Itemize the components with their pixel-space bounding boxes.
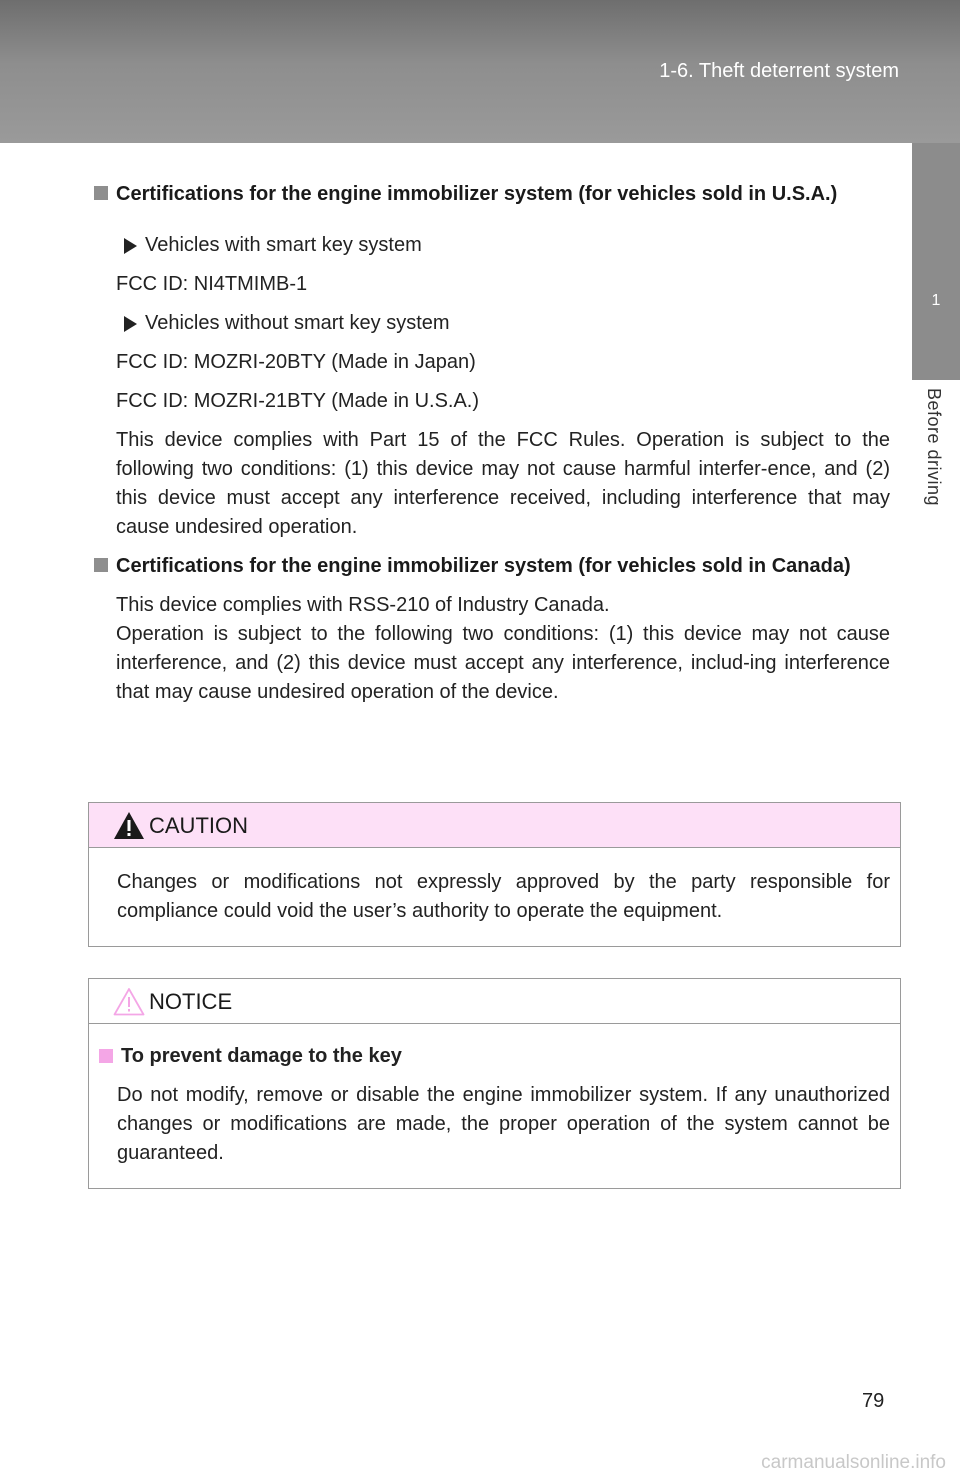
section-heading-canada: Certifications for the engine immobilizer system (for vehicles sold in Canada) <box>94 552 890 581</box>
notice-box <box>88 978 901 1189</box>
square-bullet-icon <box>94 186 108 200</box>
chapter-label-text: Before driving <box>924 388 944 507</box>
chapter-number: 1 <box>931 292 941 309</box>
operation-conditions-text: Operation is subject to the following two conditions: (1) this device may not cause interference, and (2) this device must accept any interference, includ-ing interference that may cause undesired operation of the device. <box>116 623 890 703</box>
rss-compliance-text: This device complies with RSS-210 of Industry Canada. <box>116 594 610 616</box>
watermark: carmanualsonline.info <box>761 1452 946 1473</box>
triangle-right-icon <box>124 316 137 332</box>
square-bullet-icon <box>99 1049 113 1063</box>
chapter-tab <box>912 143 960 380</box>
square-bullet-icon <box>94 558 108 572</box>
bullet-no-smart-key: Vehicles without smart key system <box>94 309 890 338</box>
warning-triangle-outline-icon <box>113 987 145 1016</box>
bullet-smart-key: Vehicles with smart key system <box>94 231 890 260</box>
section-heading-usa: Certifications for the engine immobilizer system (for vehicles sold in U.S.A.) <box>94 180 890 209</box>
fcc-id-1: FCC ID: NI4TMIMB-1 <box>116 273 308 295</box>
fcc-id-3: FCC ID: MOZRI-21BTY (Made in U.S.A.) <box>116 390 480 412</box>
notice-heading: To prevent damage to the key <box>117 1042 890 1071</box>
caution-title: CAUTION <box>149 813 248 838</box>
caution-text: Changes or modifications not expressly approved by the party responsible for compliance could void the user’s authority to operate the equipment. <box>117 871 890 922</box>
warning-triangle-icon <box>113 811 145 840</box>
caution-header <box>89 803 900 848</box>
fcc-compliance-text: This device complies with Part 15 of the FCC Rules. Operation is subject to the following two conditions: (1) this device may not cause harmful interfer-ence, and (2) this device must accept any interference received, including interference that may cause undesired operation. <box>116 429 890 538</box>
page-header <box>0 0 960 143</box>
caution-box <box>88 802 901 947</box>
page-number: 79 <box>862 1390 885 1412</box>
main-content <box>94 180 890 707</box>
chapter-label <box>912 380 960 680</box>
notice-header <box>89 979 900 1024</box>
fcc-id-2: FCC ID: MOZRI-20BTY (Made in Japan) <box>116 351 476 373</box>
section-title: 1-6. Theft deterrent system <box>659 60 899 82</box>
triangle-right-icon <box>124 238 137 254</box>
notice-text: Do not modify, remove or disable the engine immobilizer system. If any unauthorized changes or modifications are made, the proper operation of the system cannot be guaranteed. <box>117 1084 890 1164</box>
notice-title: NOTICE <box>149 989 233 1014</box>
notice-body <box>89 1024 900 1188</box>
